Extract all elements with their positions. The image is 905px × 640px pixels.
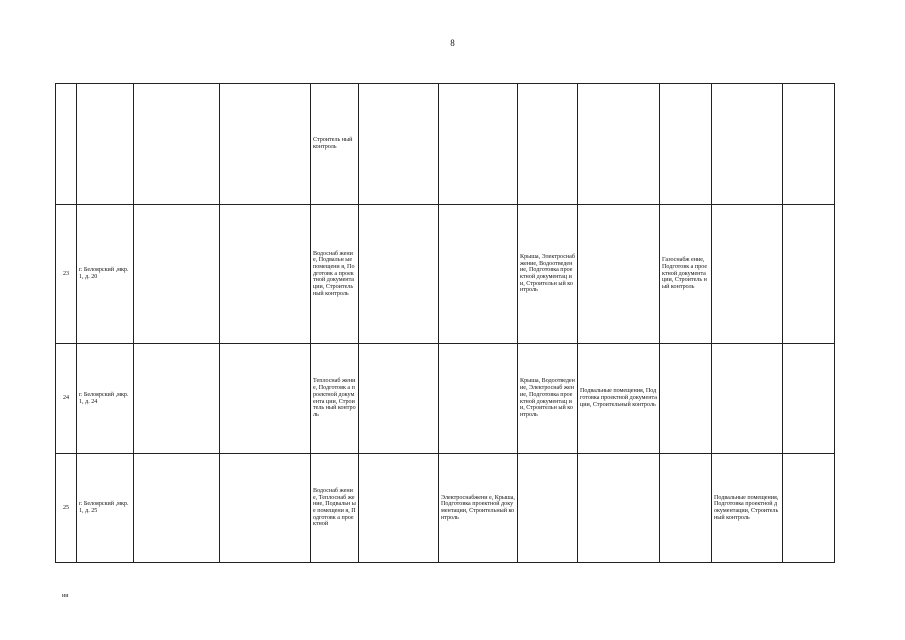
table-cell [518, 454, 578, 563]
table-cell [220, 454, 311, 563]
table-cell [359, 84, 439, 205]
row-number: 25 [56, 454, 77, 563]
table-cell [783, 84, 835, 205]
table-cell [359, 344, 439, 454]
repair-schedule-table [55, 83, 835, 563]
table-cell [578, 205, 660, 344]
table-cell [439, 84, 518, 205]
row-number: 23 [56, 205, 77, 344]
table-cell [660, 454, 712, 563]
table-cell [660, 344, 712, 454]
table-cell [783, 205, 835, 344]
table-row [56, 205, 835, 344]
table-cell [712, 205, 783, 344]
table-cell [660, 84, 712, 205]
table-cell [359, 454, 439, 563]
table-cell [712, 344, 783, 454]
page-number: 8 [450, 38, 455, 48]
work-types-cell: Водоснаб жение, Теплоснаб жение, Подвальн ые помещени я, Подготовк а проектной [311, 454, 359, 563]
table-cell [220, 84, 311, 205]
table-row [56, 344, 835, 454]
table-cell [783, 344, 835, 454]
table-cell [134, 205, 220, 344]
work-types-cell: Строитель ный контроль [311, 84, 359, 205]
table-row [56, 84, 835, 205]
work-types-cell: Газоснабж ение, Подготовк а проектной документа ции, Строитель ный контроль [660, 205, 712, 344]
table-cell [783, 454, 835, 563]
address-cell: г. Белоярский ,мкр. 1, д. 25 [77, 454, 134, 563]
address-cell: г. Белоярский ,мкр. 1, д. 20 [77, 205, 134, 344]
work-types-cell: Подвальные помещения, Подготовка проектной документации, Строительный контроль [578, 344, 660, 454]
work-types-cell: Теплоснаб жение, Подготовк а проектной документа ции, Строитель ный контроль [311, 344, 359, 454]
table-cell [359, 205, 439, 344]
table-cell [220, 205, 311, 344]
work-types-cell: Водоснаб жение, Подвальн ые помещени я, Подготовк а проектной документа ции, Строитель ный контроль [311, 205, 359, 344]
address-cell: г. Белоярский ,мкр. 1, д. 24 [77, 344, 134, 454]
table-cell [518, 84, 578, 205]
table-row [56, 454, 835, 563]
footer-mark: ии [62, 593, 69, 599]
work-types-cell: Подвальные помещения, Подготовка проектной документации, Строительный контроль [712, 454, 783, 563]
table-cell [439, 205, 518, 344]
work-types-cell: Крыша, Электроснаб жение, Водоотведен ие, Подготовка проектной документац ии, Строительн ый контроль [518, 205, 578, 344]
table-cell [578, 454, 660, 563]
table-cell [134, 454, 220, 563]
row-number [56, 84, 77, 205]
table-cell [712, 84, 783, 205]
table-cell [439, 344, 518, 454]
table-cell [578, 84, 660, 205]
row-number: 24 [56, 344, 77, 454]
table-cell [134, 344, 220, 454]
work-types-cell: Крыша, Водоотведен ие, Электроснаб жение, Подготовка проектной документац ии, Строительн ый контроль [518, 344, 578, 454]
work-types-cell: Электроснабжени е, Крыша, Подготовка проектной документации, Строительный контроль [439, 454, 518, 563]
address-cell [77, 84, 134, 205]
table-cell [220, 344, 311, 454]
table-cell [134, 84, 220, 205]
